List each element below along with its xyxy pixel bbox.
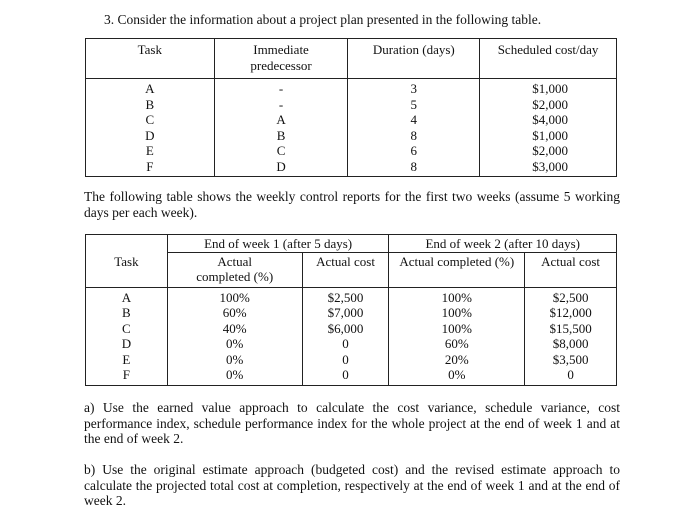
table-row xyxy=(86,321,617,337)
table-row xyxy=(86,336,617,352)
cost-cell: $1,000 xyxy=(480,128,617,144)
predecessor-cell: D xyxy=(214,159,348,177)
week1-completed-cell: 0% xyxy=(167,336,302,352)
week2-cost-cell: $12,000 xyxy=(525,305,617,321)
table-row xyxy=(86,305,617,321)
task-cell: D xyxy=(145,127,155,143)
task-cell: A xyxy=(121,289,132,305)
header-week1: End of week 1 (after 5 days) xyxy=(167,235,389,253)
task-cell: C xyxy=(145,112,155,127)
task-cell: F xyxy=(146,158,154,174)
week2-completed-cell: 100% xyxy=(389,305,525,321)
predecessor-cell: - xyxy=(214,79,348,97)
header-week1-cost: Actual cost xyxy=(302,252,389,287)
week1-completed-cell: 100% xyxy=(167,287,302,305)
week1-cost-cell: $2,500 xyxy=(302,287,389,305)
header-cost-per-day: Scheduled cost/day xyxy=(480,39,617,79)
week2-cost-cell: $15,500 xyxy=(525,321,617,337)
table-row xyxy=(86,159,617,177)
header-task: Task xyxy=(86,39,215,79)
duration-cell: 5 xyxy=(348,97,480,113)
predecessor-cell: - xyxy=(214,97,348,113)
task-cell: E xyxy=(122,351,131,367)
duration-cell: 4 xyxy=(348,112,480,128)
week1-cost-cell: 0 xyxy=(302,352,389,368)
cost-cell: $3,000 xyxy=(480,159,617,177)
task-cell: E xyxy=(145,143,154,158)
table-row xyxy=(86,79,617,97)
week1-cost-cell: 0 xyxy=(302,367,389,385)
week2-cost-cell: $8,000 xyxy=(525,336,617,352)
project-plan-table xyxy=(85,38,617,177)
week1-cost-cell: 0 xyxy=(302,336,389,352)
cost-cell: $2,000 xyxy=(480,143,617,159)
intro-paragraph: The following table shows the weekly control reports for the first two weeks (assume 5 working days per each week). xyxy=(84,189,620,220)
task-cell: B xyxy=(122,305,131,320)
cost-cell: $1,000 xyxy=(480,79,617,97)
week2-cost-cell: $3,500 xyxy=(525,352,617,368)
duration-cell: 8 xyxy=(348,128,480,144)
predecessor-cell: B xyxy=(214,128,348,144)
weekly-control-table xyxy=(85,234,617,386)
week1-completed-cell: 40% xyxy=(167,321,302,337)
duration-cell: 8 xyxy=(348,159,480,177)
header-week2-cost: Actual cost xyxy=(525,252,617,287)
predecessor-cell: C xyxy=(214,143,348,159)
task-cell: D xyxy=(121,336,132,351)
week1-cost-cell: $6,000 xyxy=(302,321,389,337)
part-a-paragraph: a) Use the earned value approach to calculate the cost variance, schedule variance, cost performance index, schedule performance index for the whole project at the end of week 1 and at the end of week 2. xyxy=(84,400,620,446)
week1-completed-cell: 0% xyxy=(167,352,302,368)
question-title: 3. Consider the information about a project plan presented in the following table. xyxy=(104,12,542,27)
header-week2: End of week 2 (after 10 days) xyxy=(389,235,617,253)
week1-completed-cell: 0% xyxy=(167,367,302,385)
table-row xyxy=(86,97,617,113)
task-cell: A xyxy=(145,81,155,96)
header-week1-completed: Actual completed (%) xyxy=(167,252,302,287)
task-cell: B xyxy=(145,96,155,112)
header-predecessor: Immediate predecessor xyxy=(214,39,348,79)
task-cell: C xyxy=(122,320,131,336)
header-week2-completed: Actual completed (%) xyxy=(389,252,525,287)
task-cell: F xyxy=(122,367,130,382)
week2-completed-cell: 0% xyxy=(389,367,525,385)
table-row xyxy=(86,128,617,144)
week2-completed-cell: 60% xyxy=(389,336,525,352)
table-row xyxy=(86,352,617,368)
week2-completed-cell: 20% xyxy=(389,352,525,368)
predecessor-cell: A xyxy=(214,112,348,128)
table-row xyxy=(86,287,617,305)
week1-cost-cell: $7,000 xyxy=(302,305,389,321)
week2-cost-cell: 0 xyxy=(525,367,617,385)
header-duration: Duration (days) xyxy=(348,39,480,79)
week2-completed-cell: 100% xyxy=(389,287,525,305)
table-row xyxy=(86,367,617,385)
cost-cell: $4,000 xyxy=(480,112,617,128)
header-task: Task xyxy=(86,235,168,288)
week1-completed-cell: 60% xyxy=(167,305,302,321)
week2-cost-cell: $2,500 xyxy=(525,287,617,305)
duration-cell: 3 xyxy=(348,79,480,97)
duration-cell: 6 xyxy=(348,143,480,159)
table-row xyxy=(86,112,617,128)
week2-completed-cell: 100% xyxy=(389,321,525,337)
table-row xyxy=(86,143,617,159)
cost-cell: $2,000 xyxy=(480,97,617,113)
part-b-paragraph: b) Use the original estimate approach (budgeted cost) and the revised estimate approach to calculate the projected total cost at completion, respectively at the end of week 1 and at the end of week 2. xyxy=(84,462,620,508)
